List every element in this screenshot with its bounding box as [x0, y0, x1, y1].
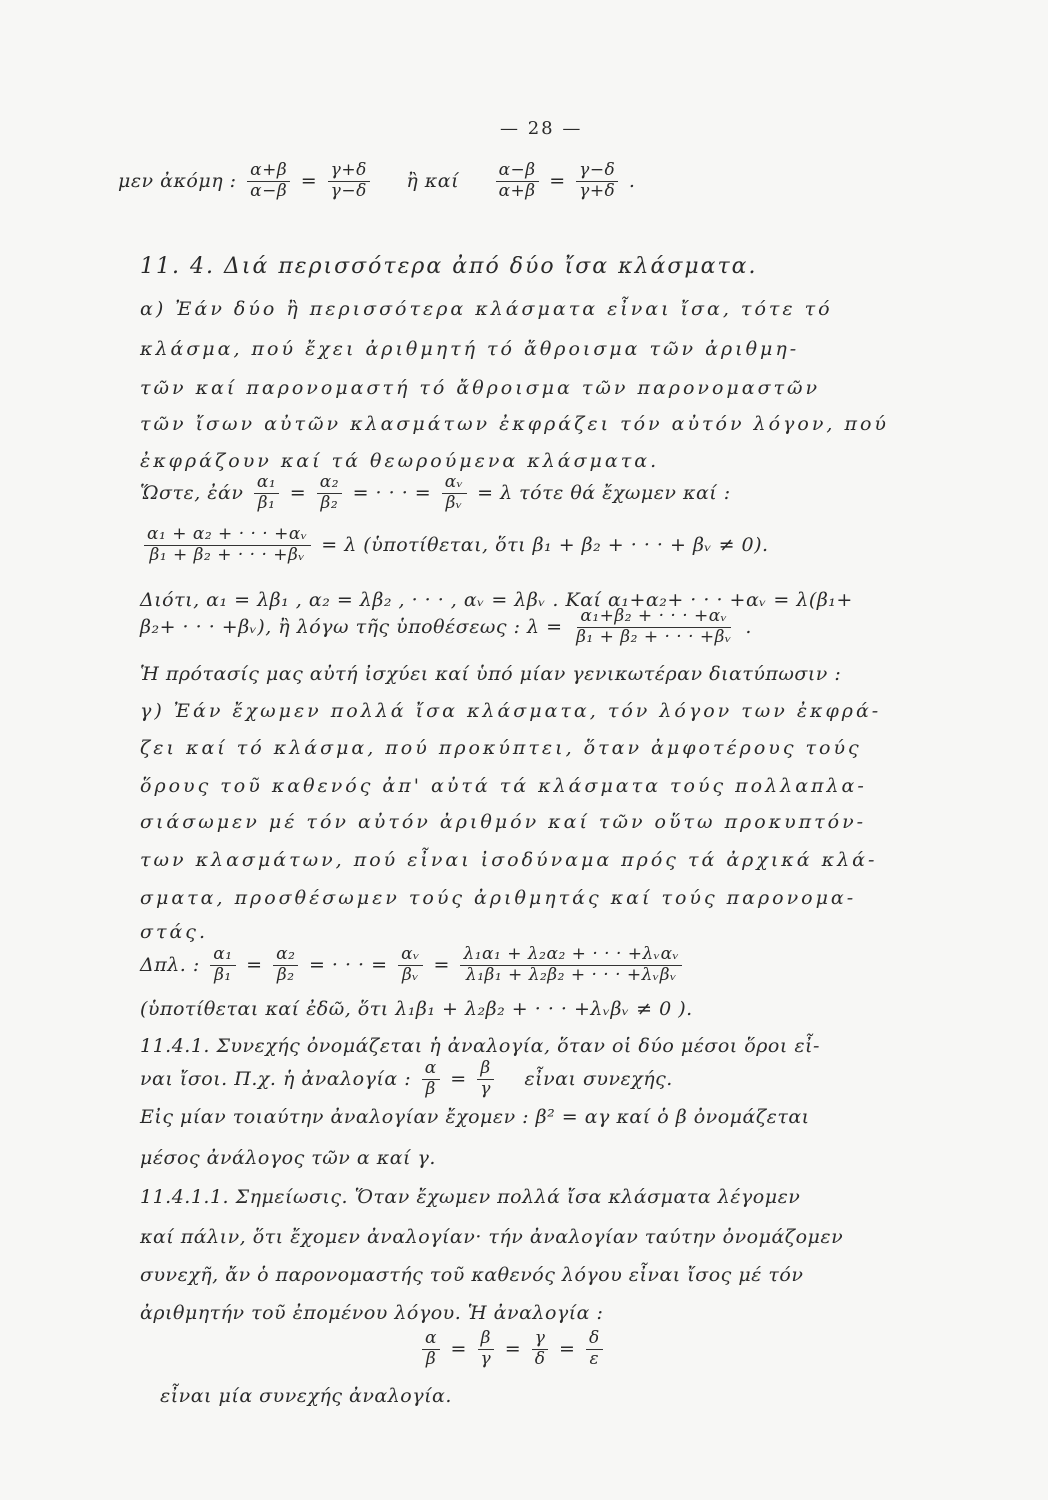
fraction: $\frac{\gamma-\delta}{\gamma+\delta}$	[576, 162, 618, 201]
s1141-line1: 11.4.1. Συνεχής ὀνομάζεται ἡ ἀναλογία, ὅταν οἱ δύο μέσοι ὅροι εἶ-	[140, 1035, 820, 1057]
para-a-line: τῶν καί παρονομαστή τό ἄθροισμα τῶν παρονομαστῶν	[140, 377, 821, 399]
fraction: $\frac{\gamma}{\delta}$	[532, 1330, 549, 1369]
fraction: $\frac{\beta}{\gamma}$	[477, 1060, 494, 1099]
fraction: $\frac{\alpha+\beta}{\alpha-\beta}$	[247, 162, 290, 201]
fraction: $\frac{\delta}{\varepsilon}$	[586, 1330, 603, 1369]
sum-line	[140, 526, 769, 565]
s11411-line: καί πάλιν, ὅτι ἔχομεν ἀναλογίαν· τήν ἀναλογίαν ταύτην ὀνομάζομεν	[140, 1226, 844, 1248]
s11411-line: συνεχῆ, ἄν ὁ παρονομαστής τοῦ καθενός λόγου εἶναι ἴσος μέ τόν	[140, 1264, 804, 1286]
akomi-prefix: μεν ἀκόμη :	[118, 170, 237, 193]
section-title: 11. 4. Διά περισσότερα ἀπό δύο ἴσα κλάσματα.	[140, 254, 758, 279]
fraction: $\frac{\text{α₂}}{\text{β₂}}$	[273, 946, 298, 985]
equation-line-akomi	[118, 162, 635, 201]
wste-line: Ὥστε, ἐάν $\frac{\text{α₁}}{\text{β₁}}$ = $\frac{\text{α₂}}{\text{β₂}}$ = · · · = $\frac{\text{αᵥ}}{\text{βᵥ}}$ = λ τότε θά ἔχωμεν καί :	[140, 472, 731, 513]
period: .	[745, 616, 752, 639]
para-a-line: α) Ἐάν δύο ἢ περισσότερα κλάσματα εἶναι ἴσα, τότε τό	[140, 298, 833, 320]
para-g-line: γ) Ἐάν ἔχωμεν πολλά ἴσα κλάσματα, τόν λόγον των ἐκφρά-	[140, 700, 882, 722]
apd-line: Δπλ. : $\frac{\text{α₁}}{\text{β₁}}$ = $\frac{\text{α₂}}{\text{β₂}}$ = · · · = $\frac{\text{αᵥ}}{\text{βᵥ}}$ = $\frac{\text{λ₁α₁ + λ₂α₂ + · · · +λᵥαᵥ}}{\text{λ₁β₁ + λ₂β₂ + · · · +λᵥβᵥ}}$	[140, 946, 686, 985]
protasis-line: Ἡ πρότασίς μας αὐτή ἰσχύει καί ὑπό μίαν γενικωτέραν διατύπωσιν :	[140, 663, 842, 685]
equals-sign: =	[300, 170, 318, 193]
para-g-line: στάς.	[140, 921, 208, 943]
fraction: $\frac{\alpha}{\beta}$	[422, 1060, 440, 1099]
s11411-line: ἀριθμητήν τοῦ ἐπομένου λόγου. Ἡ ἀναλογία :	[140, 1302, 604, 1324]
fraction: $\frac{\text{α₂}}{\text{β₂}}$	[317, 474, 342, 513]
s1141-line3: Εἰς μίαν τοιαύτην ἀναλογίαν ἔχομεν : β² = αγ καί ὁ β ὀνομάζεται	[140, 1106, 810, 1128]
fraction: $\frac{\text{αᵥ}}{\text{βᵥ}}$	[398, 946, 423, 985]
wste-rest: = λ τότε θά ἔχωμεν καί :	[477, 482, 731, 505]
fraction: $\frac{\text{αᵥ}}{\text{βᵥ}}$	[442, 474, 467, 513]
s11411-line: 11.4.1.1. Σημείωσις. Ὅταν ἔχωμεν πολλά ἴσα κλάσματα λέγομεν	[140, 1186, 801, 1208]
para-g-line: σιάσωμεν μέ τόν αὐτόν ἀριθμόν καί τῶν οὕτω προκυπτόν-	[140, 811, 867, 833]
para-a-line: τῶν ἴσων αὐτῶν κλασμάτων ἐκφράζει τόν αὐτόν λόγον, πού	[140, 413, 889, 435]
para-a-line: ἐκφράζουν καί τά θεωρούμενα κλάσματα.	[140, 450, 660, 472]
s1141-suffix: εἶναι συνεχής.	[524, 1068, 673, 1091]
page-number: — 28 —	[500, 118, 583, 139]
weighted-fraction: $\frac{\text{λ₁α₁ + λ₂α₂ + · · · +λᵥαᵥ}}{\text{λ₁β₁ + λ₂β₂ + · · · +λᵥβᵥ}}$	[460, 946, 682, 985]
fraction: $\frac{\alpha-\beta}{\alpha+\beta}$	[496, 162, 539, 201]
para-g-line: σματα, προσθέσωμεν τούς ἀριθμητάς καί τούς παρονομα-	[140, 887, 857, 909]
para-g-line: ζει καί τό κλάσμα, πού προκύπτει, ὅταν ἀμφοτέρους τούς	[140, 737, 862, 759]
fraction: $\frac{\text{α₁}}{\text{β₁}}$	[254, 474, 279, 513]
wste-prefix: Ὥστε, ἐάν	[140, 482, 244, 505]
para-a-line: κλάσμα, πού ἔχει ἀριθμητή τό ἄθροισμα τῶν ἀριθμη-	[140, 338, 800, 360]
akomi-connector: ἢ καί	[406, 170, 460, 193]
para-g-line: ὅρους τοῦ καθενός ἀπ' αὐτά τά κλάσματα τούς πολλαπλα-	[140, 775, 867, 797]
fraction: $\frac{\beta}{\gamma}$	[478, 1330, 495, 1369]
s1141-line4: μέσος ἀνάλογος τῶν α καί γ.	[140, 1147, 436, 1169]
logo-line	[140, 608, 752, 647]
s1141-line2: ναι ἴσοι. Π.χ. ἡ ἀναλογία : $\frac{\alpha}{\beta}$ = $\frac{\beta}{\gamma}$ εἶναι συνεχής.	[140, 1058, 673, 1099]
final-line: εἶναι μία συνεχής ἀναλογία.	[160, 1385, 452, 1407]
fraction: $\frac{\alpha}{\beta}$	[422, 1330, 440, 1369]
dots: = · · · =	[352, 482, 432, 505]
fraction: $\frac{\text{α₁+β₂ + · · · +αᵥ}}{\text{β₁ + β₂ + · · · +βᵥ}}$	[576, 606, 732, 647]
hypo-line: (ὑποτίθεται καί ἐδῶ, ὅτι λ₁β₁ + λ₂β₂ + · · · +λᵥβᵥ ≠ 0 ).	[140, 998, 693, 1020]
period: .	[628, 170, 636, 193]
equals-sign: =	[549, 170, 566, 193]
fraction: $\frac{\gamma+\delta}{\gamma-\delta}$	[328, 162, 370, 201]
dioti-line: Διότι, α₁ = λβ₁ , α₂ = λβ₂ , · · · , αᵥ = λβᵥ . Καί α₁+α₂+ · · · +αᵥ = λ(β₁+	[140, 589, 853, 611]
fraction: $\frac{\text{α₁}}{\text{β₁}}$	[210, 946, 235, 985]
para-g-line: των κλασμάτων, πού εἶναι ἰσοδύναμα πρός τά ἀρχικά κλά-	[140, 849, 878, 871]
dots: = · · · =	[308, 954, 388, 977]
apd-prefix: Δπλ. :	[140, 954, 200, 977]
final-equation: $\frac{\alpha}{\beta}$ = $\frac{\beta}{\gamma}$ = $\frac{\gamma}{\delta}$ = $\frac{\delta}{\varepsilon}$	[418, 1330, 607, 1369]
sum-rest: = λ (ὑποτίθεται, ὅτι β₁ + β₂ + · · · + βᵥ ≠ 0).	[321, 534, 769, 557]
s1141-prefix: ναι ἴσοι. Π.χ. ἡ ἀναλογία :	[140, 1068, 412, 1091]
logo-prefix: β₂+ · · · +βᵥ), ἢ λόγω τῆς ὑποθέσεως : λ =	[140, 616, 563, 639]
sum-fraction: $\frac{\text{α₁ + α₂ + · · · +αᵥ}}{\text{β₁ + β₂ + · · · +βᵥ}}$	[144, 526, 311, 565]
